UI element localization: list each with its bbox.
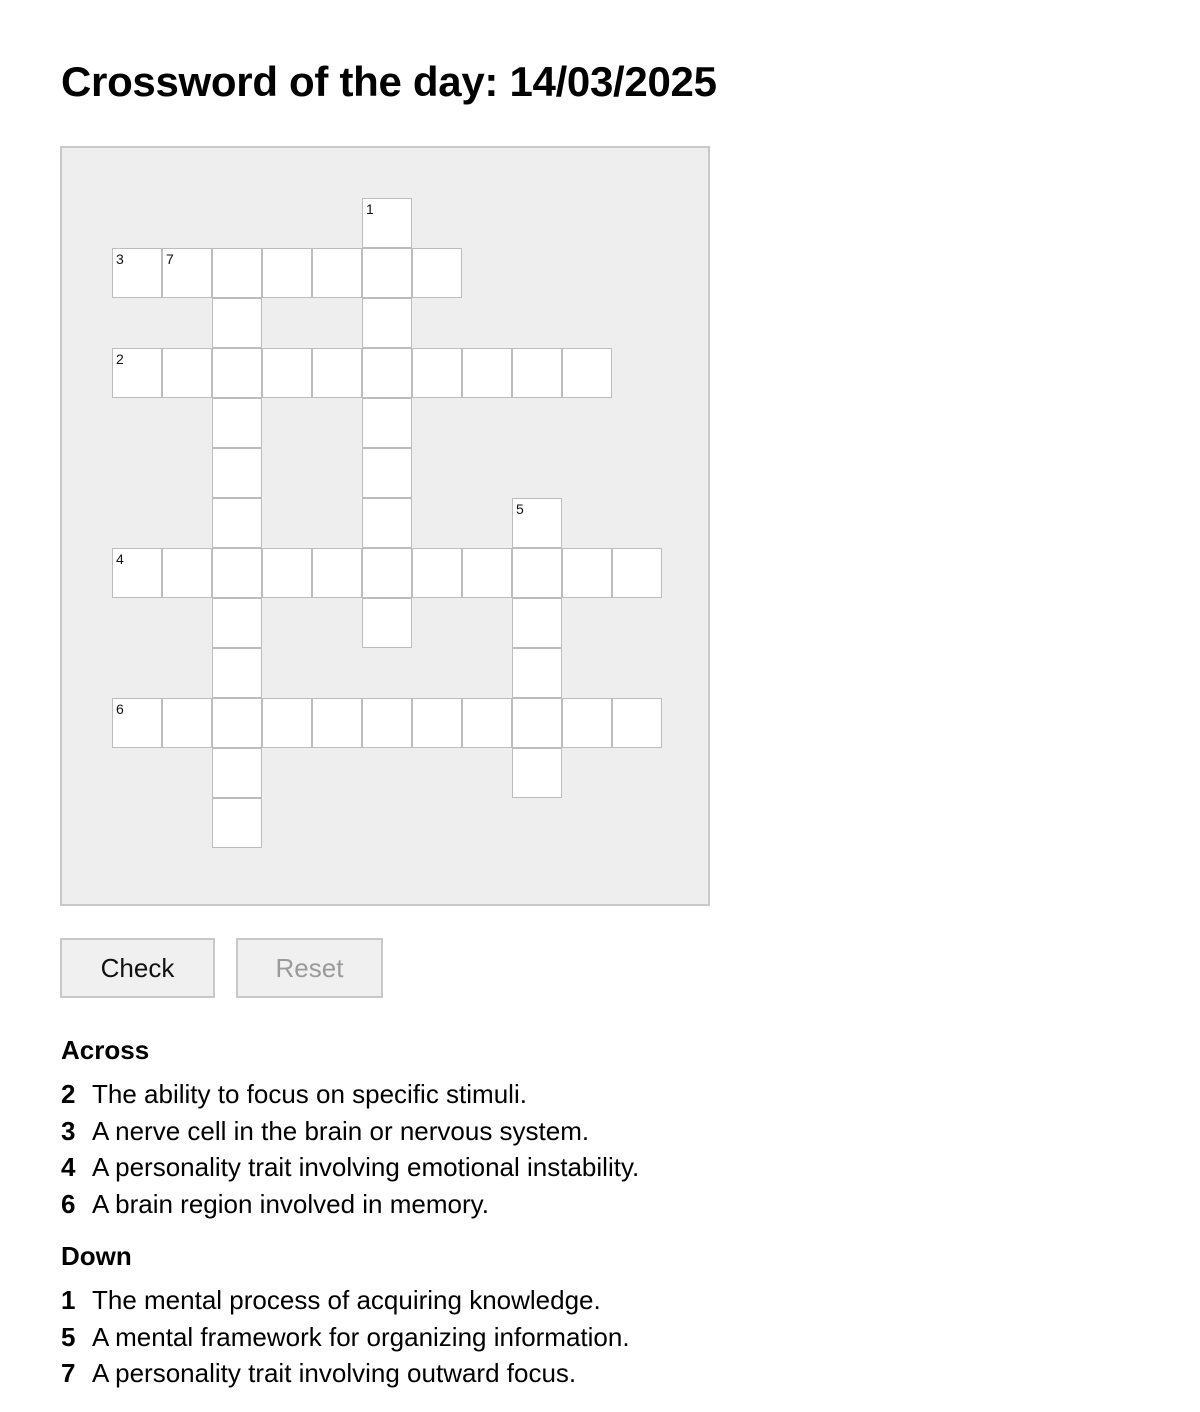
- down-clue: [61, 1282, 630, 1319]
- grid-cell[interactable]: [512, 348, 562, 398]
- grid-cell[interactable]: [562, 698, 612, 748]
- grid-cell[interactable]: [212, 798, 262, 848]
- clue-number: 2: [61, 1079, 76, 1109]
- grid-cell[interactable]: [612, 698, 662, 748]
- cell-number: 3: [116, 251, 124, 267]
- grid-cell[interactable]: [512, 698, 562, 748]
- grid-cell[interactable]: [462, 348, 512, 398]
- grid-cell[interactable]: [162, 248, 212, 298]
- clue-text: The mental process of acquiring knowledge.: [92, 1285, 601, 1315]
- grid-cell[interactable]: [362, 598, 412, 648]
- cell-number: 7: [166, 251, 174, 267]
- grid-cell[interactable]: [212, 348, 262, 398]
- across-clue: [61, 1149, 639, 1186]
- grid-cell[interactable]: [212, 398, 262, 448]
- grid-cell[interactable]: [512, 748, 562, 798]
- across-clue: [61, 1076, 639, 1113]
- reset-button[interactable]: Reset: [236, 938, 383, 998]
- grid-cell[interactable]: [362, 348, 412, 398]
- down-clue: [61, 1355, 630, 1392]
- cell-number: 2: [116, 351, 124, 367]
- grid-cell[interactable]: [512, 548, 562, 598]
- grid-cell[interactable]: [562, 548, 612, 598]
- grid-cell[interactable]: [362, 248, 412, 298]
- grid-cell[interactable]: [262, 248, 312, 298]
- grid-cell[interactable]: [212, 598, 262, 648]
- grid-cell[interactable]: [412, 548, 462, 598]
- grid-cell[interactable]: [262, 698, 312, 748]
- across-clue-list: [61, 1076, 639, 1223]
- grid-cell[interactable]: [312, 248, 362, 298]
- grid-cell[interactable]: [362, 448, 412, 498]
- down-clue-list: [61, 1282, 630, 1392]
- grid-cell[interactable]: [212, 248, 262, 298]
- grid-cell[interactable]: [112, 348, 162, 398]
- clue-number: 6: [61, 1189, 76, 1220]
- grid-cell[interactable]: [612, 548, 662, 598]
- grid-cell[interactable]: [212, 498, 262, 548]
- grid-cell[interactable]: [562, 348, 612, 398]
- check-button[interactable]: Check: [60, 938, 215, 998]
- grid-cell[interactable]: [262, 348, 312, 398]
- grid-cell[interactable]: [162, 548, 212, 598]
- clue-number: 1: [61, 1285, 76, 1315]
- grid-cell[interactable]: [362, 298, 412, 348]
- grid-cell[interactable]: [412, 348, 462, 398]
- grid-cell[interactable]: [312, 348, 362, 398]
- grid-cell[interactable]: [212, 448, 262, 498]
- cell-number: 1: [366, 201, 374, 217]
- clue-text: A personality trait involving emotional instability.: [92, 1152, 640, 1183]
- cell-number: 4: [116, 551, 124, 567]
- grid-cell[interactable]: [112, 548, 162, 598]
- grid-cell[interactable]: [312, 698, 362, 748]
- grid-cell[interactable]: [462, 548, 512, 598]
- grid-cell[interactable]: [362, 498, 412, 548]
- clue-text: The ability to focus on specific stimuli.: [92, 1079, 527, 1109]
- grid-cell[interactable]: [412, 698, 462, 748]
- grid-cell[interactable]: [212, 698, 262, 748]
- grid-cell[interactable]: [112, 698, 162, 748]
- grid-cell[interactable]: [162, 698, 212, 748]
- grid-cell[interactable]: [512, 598, 562, 648]
- across-clue: [61, 1186, 639, 1223]
- grid-cell[interactable]: [362, 548, 412, 598]
- clue-text: A personality trait involving outward focus.: [92, 1358, 577, 1389]
- grid-cell[interactable]: [162, 348, 212, 398]
- grid-cell[interactable]: [362, 398, 412, 448]
- clue-number: 7: [61, 1358, 76, 1389]
- crossword-grid: [60, 146, 710, 906]
- grid-cell[interactable]: [212, 298, 262, 348]
- cell-number: 6: [116, 701, 124, 717]
- grid-cell[interactable]: [512, 648, 562, 698]
- grid-cell[interactable]: [112, 248, 162, 298]
- down-heading: Down: [61, 1241, 132, 1271]
- clue-text: A nerve cell in the brain or nervous system.: [92, 1115, 590, 1146]
- clue-number: 5: [61, 1321, 76, 1352]
- grid-cell[interactable]: [212, 548, 262, 598]
- grid-cell[interactable]: [212, 748, 262, 798]
- page-title: Crossword of the day: 14/03/2025: [61, 58, 717, 105]
- grid-cell[interactable]: [362, 698, 412, 748]
- grid-cell[interactable]: [412, 248, 462, 298]
- grid-cell[interactable]: [312, 548, 362, 598]
- grid-cell[interactable]: [462, 698, 512, 748]
- grid-cell[interactable]: [262, 548, 312, 598]
- clue-text: A brain region involved in memory.: [92, 1189, 489, 1220]
- down-clue: [61, 1319, 630, 1356]
- across-clue: [61, 1113, 639, 1150]
- grid-cell[interactable]: [512, 498, 562, 548]
- clue-text: A mental framework for organizing information.: [92, 1321, 630, 1352]
- grid-cell[interactable]: [212, 648, 262, 698]
- clue-number: 3: [61, 1115, 76, 1146]
- grid-cell[interactable]: [362, 198, 412, 248]
- across-heading: Across: [61, 1035, 150, 1065]
- cell-number: 5: [516, 501, 524, 517]
- clue-number: 4: [61, 1152, 76, 1183]
